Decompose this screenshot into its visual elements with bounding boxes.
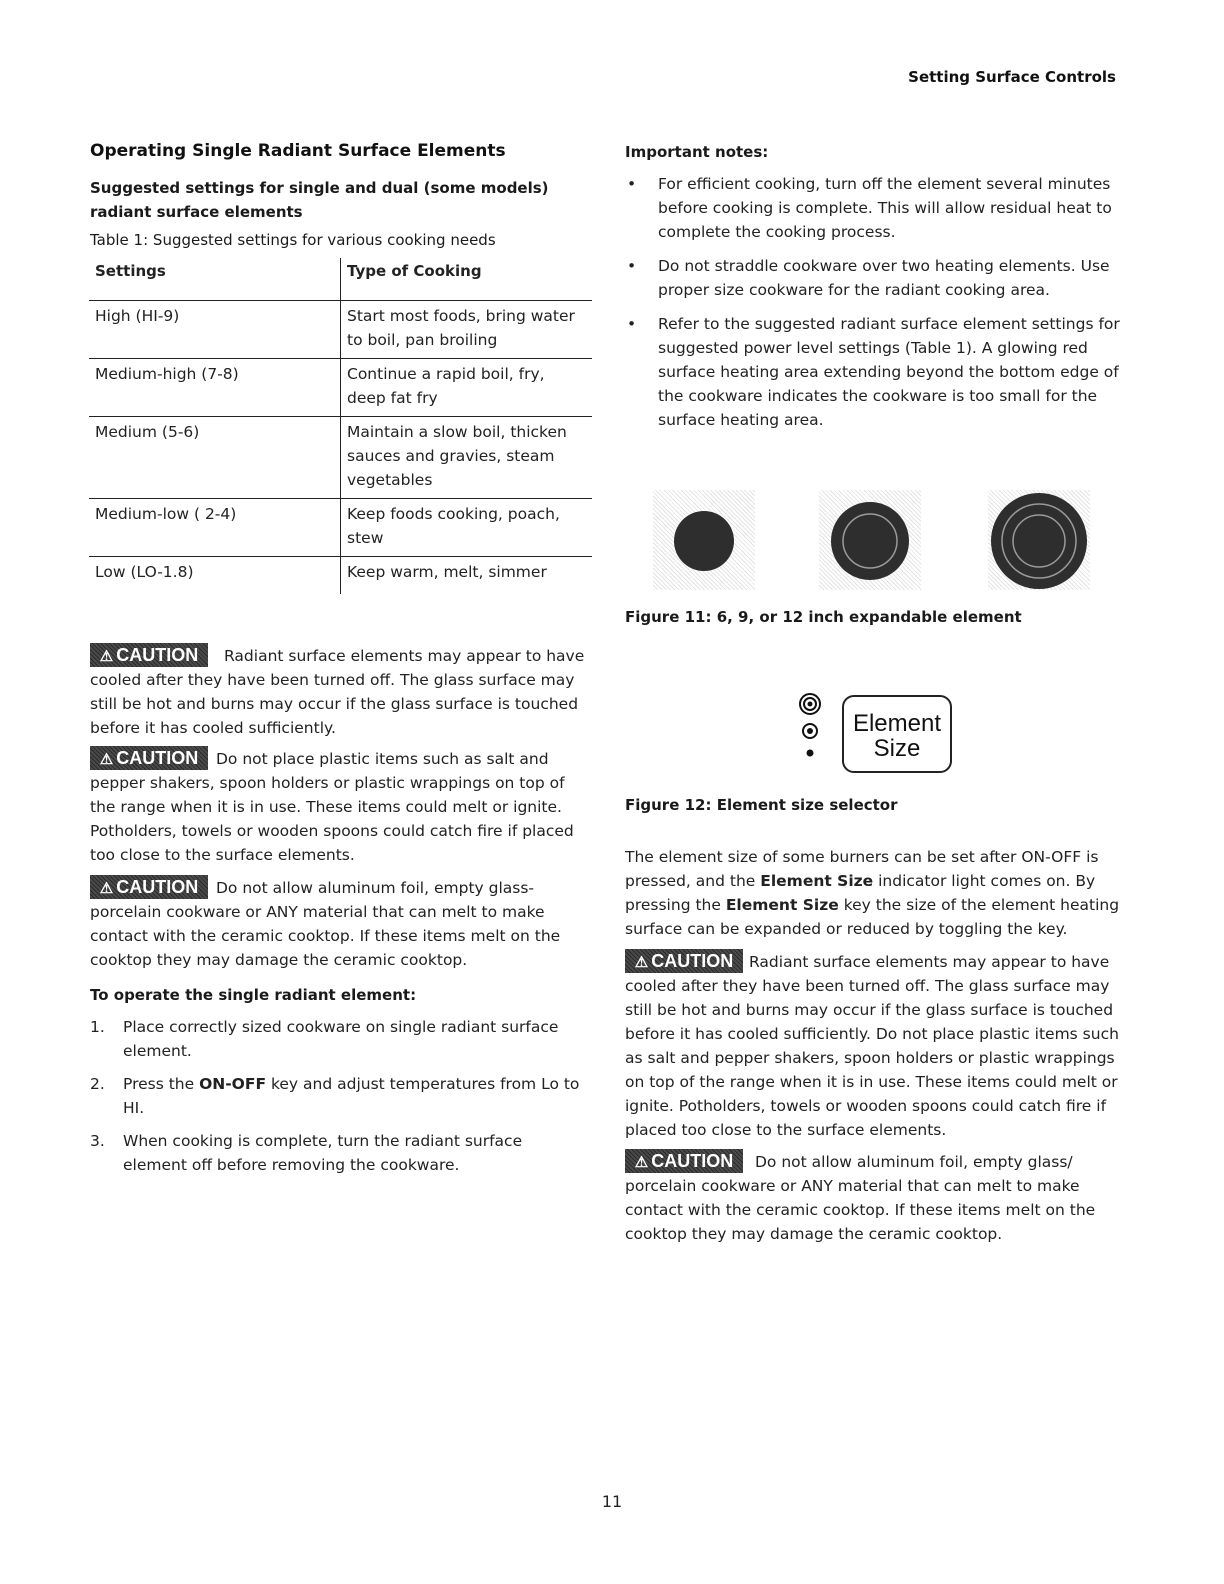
page-header-title: Setting Surface Controls (908, 68, 1116, 86)
settings-table (89, 258, 592, 594)
caution-text (90, 876, 585, 972)
caution-block-5 (625, 1150, 1120, 1246)
medium-size-indicator-icon (801, 722, 819, 740)
caution-badge (625, 1149, 743, 1173)
paragraph-text: indicator light comes on. By pressing the (625, 872, 1096, 914)
step-text: key and adjust temperatures from Lo to HI. (123, 1075, 580, 1117)
element-6-inch-illustration (653, 490, 755, 590)
paragraph-text: The element size of some burners can be set after ON-OFF is pressed, and the (625, 848, 1099, 890)
small-burner-icon (653, 490, 755, 590)
notes-title: Important notes: (625, 143, 769, 161)
table-row (89, 301, 592, 359)
warning-triangle-icon: ⚠ (99, 751, 114, 768)
table-row (89, 557, 592, 595)
caution-text (90, 644, 585, 740)
figure-11-caption: Figure 11: 6, 9, or 12 inch expandable element (625, 608, 1022, 626)
bullet-icon: • (627, 315, 637, 333)
element-12-inch-illustration (988, 490, 1090, 590)
table-cell-type: Continue a rapid boil, fry, deep fat fry (341, 359, 593, 417)
steps-title: To operate the single radiant element: (90, 986, 417, 1004)
section-subtitle: Suggested settings for single and dual (some models) radiant surface elements (90, 179, 549, 221)
table-row (89, 499, 592, 557)
caution-message: Do not allow aluminum foil, empty glass-porcelain cookware or ANY material that can melt to make contact with the ceramic cooktop. If these items melt on the cooktop they may damage the ceramic cooktop. (90, 879, 561, 969)
table-cell-type: Start most foods, bring water to boil, pan broiling (341, 301, 593, 359)
large-size-indicator-icon (798, 692, 822, 716)
table-row (89, 417, 592, 499)
table-cell-setting: Medium (5-6) (89, 417, 341, 499)
list-item (625, 172, 1120, 244)
table-caption (90, 231, 590, 249)
table-header-type: Type of Cooking (341, 258, 593, 301)
caution-message: Radiant surface elements may appear to have cooled after they have been turned off. The glass surface may still be hot and burns may occur if the glass surface is touched before it has cooled sufficiently. (90, 647, 585, 737)
steps-list (90, 1015, 590, 1186)
step-text: Press the (123, 1075, 200, 1093)
caution-label: CAUTION (651, 951, 734, 971)
note-text: For efficient cooking, turn off the element several minutes before cooking is complete. This will allow residual heat to complete the cooking process. (658, 175, 1112, 241)
step-key: ON-OFF (199, 1075, 267, 1093)
table-cell-setting: High (HI-9) (89, 301, 341, 359)
list-item (90, 1015, 590, 1063)
table-header-row (89, 258, 592, 301)
paragraph-text: key the size of the element heating surface can be expanded or reduced by toggling the key. (625, 896, 1120, 938)
caution-badge (90, 746, 208, 770)
paragraph-bold: Element Size (725, 896, 839, 914)
table-header-settings: Settings (95, 262, 166, 280)
warning-triangle-icon: ⚠ (99, 880, 114, 897)
table-row (89, 359, 592, 417)
note-text: Refer to the suggested radiant surface element settings for suggested power level settings (Table 1). A glowing red surface heating area extending beyond the bottom edge of the cookware indicates the cookware is too small for the surface heating area. (658, 315, 1120, 429)
step-number: 2. (90, 1075, 105, 1093)
caution-text (90, 747, 585, 867)
list-item (625, 312, 1120, 432)
notes-list (625, 172, 1120, 442)
warning-triangle-icon: ⚠ (99, 648, 114, 665)
step-text: When cooking is complete, turn the radiant surface element off before removing the cookware. (123, 1132, 523, 1174)
note-text: Do not straddle cookware over two heating elements. Use proper size cookware for the radiant cooking area. (658, 257, 1110, 299)
warning-triangle-icon: ⚠ (634, 954, 649, 971)
page-number: 11 (601, 1492, 623, 1511)
caution-label: CAUTION (116, 877, 199, 897)
table-cell-type: Keep foods cooking, poach, stew (341, 499, 593, 557)
caution-block-1 (90, 644, 585, 740)
element-size-text (625, 845, 1120, 941)
table-cell-setting: Medium-low ( 2-4) (89, 499, 341, 557)
table-caption-text: Table 1: Suggested settings for various cooking needs (90, 231, 496, 249)
caution-message: Do not allow aluminum foil, empty glass/ porcelain cookware or ANY material that can melt to make contact with the ceramic cooktop. If these items melt on the cooktop they may damage the ceramic cooktop. (625, 1153, 1096, 1243)
caution-badge (90, 643, 208, 667)
caution-badge (625, 949, 743, 973)
table-cell-setting: Low (LO-1.8) (89, 557, 341, 595)
element-size-button-line1: Element (852, 710, 942, 737)
step-number: 3. (90, 1132, 105, 1150)
caution-block-4 (625, 950, 1122, 1142)
element-9-inch-illustration (819, 490, 921, 590)
caution-message: Do not place plastic items such as salt and pepper shakers, spoon holders or plastic wrappings on top of the range when it is in use. These items could melt or ignite. Potholders, towels or wooden spoons could catch fire if placed too close to the surface elements. (90, 750, 574, 864)
warning-triangle-icon: ⚠ (634, 1154, 649, 1171)
caution-block-3 (90, 876, 585, 972)
medium-burner-icon (819, 490, 921, 590)
list-item (625, 254, 1120, 302)
caution-block-2 (90, 747, 585, 867)
small-size-indicator-icon (804, 747, 816, 759)
caution-badge (90, 875, 208, 899)
table-cell-setting: Medium-high (7-8) (89, 359, 341, 417)
bullet-icon: • (627, 257, 637, 275)
list-item (90, 1129, 590, 1177)
bullet-icon: • (627, 175, 637, 193)
caution-label: CAUTION (116, 645, 199, 665)
large-burner-icon (988, 490, 1090, 590)
element-size-paragraph (625, 845, 1120, 941)
list-item (90, 1072, 590, 1120)
caution-label: CAUTION (116, 748, 199, 768)
figure-12-caption: Figure 12: Element size selector (625, 796, 898, 814)
table-cell-type: Keep warm, melt, simmer (341, 557, 593, 595)
step-text: Place correctly sized cookware on single radiant surface element. (123, 1018, 559, 1060)
caution-message: Radiant surface elements may appear to have cooled after they have been turned off. The glass surface may still be hot and burns may occur if the glass surface is touched before it has cooled sufficiently. Do not place plastic items such as salt and pepper shakers, spoon holders or plastic wrappings on top of the range when it is in use. These items could melt or ignite. Potholders, towels or wooden spoons could catch fire if placed too close to the surface elements. (625, 953, 1119, 1139)
caution-text (625, 950, 1122, 1142)
caution-label: CAUTION (651, 1151, 734, 1171)
paragraph-bold: Element Size (760, 872, 874, 890)
element-size-button[interactable] (842, 695, 952, 773)
step-number: 1. (90, 1018, 105, 1036)
element-size-button-line2: Size (873, 735, 921, 762)
caution-text (625, 1150, 1120, 1246)
section-title: Operating Single Radiant Surface Elements (90, 141, 506, 161)
table-cell-type: Maintain a slow boil, thicken sauces and gravies, steam vegetables (341, 417, 593, 499)
